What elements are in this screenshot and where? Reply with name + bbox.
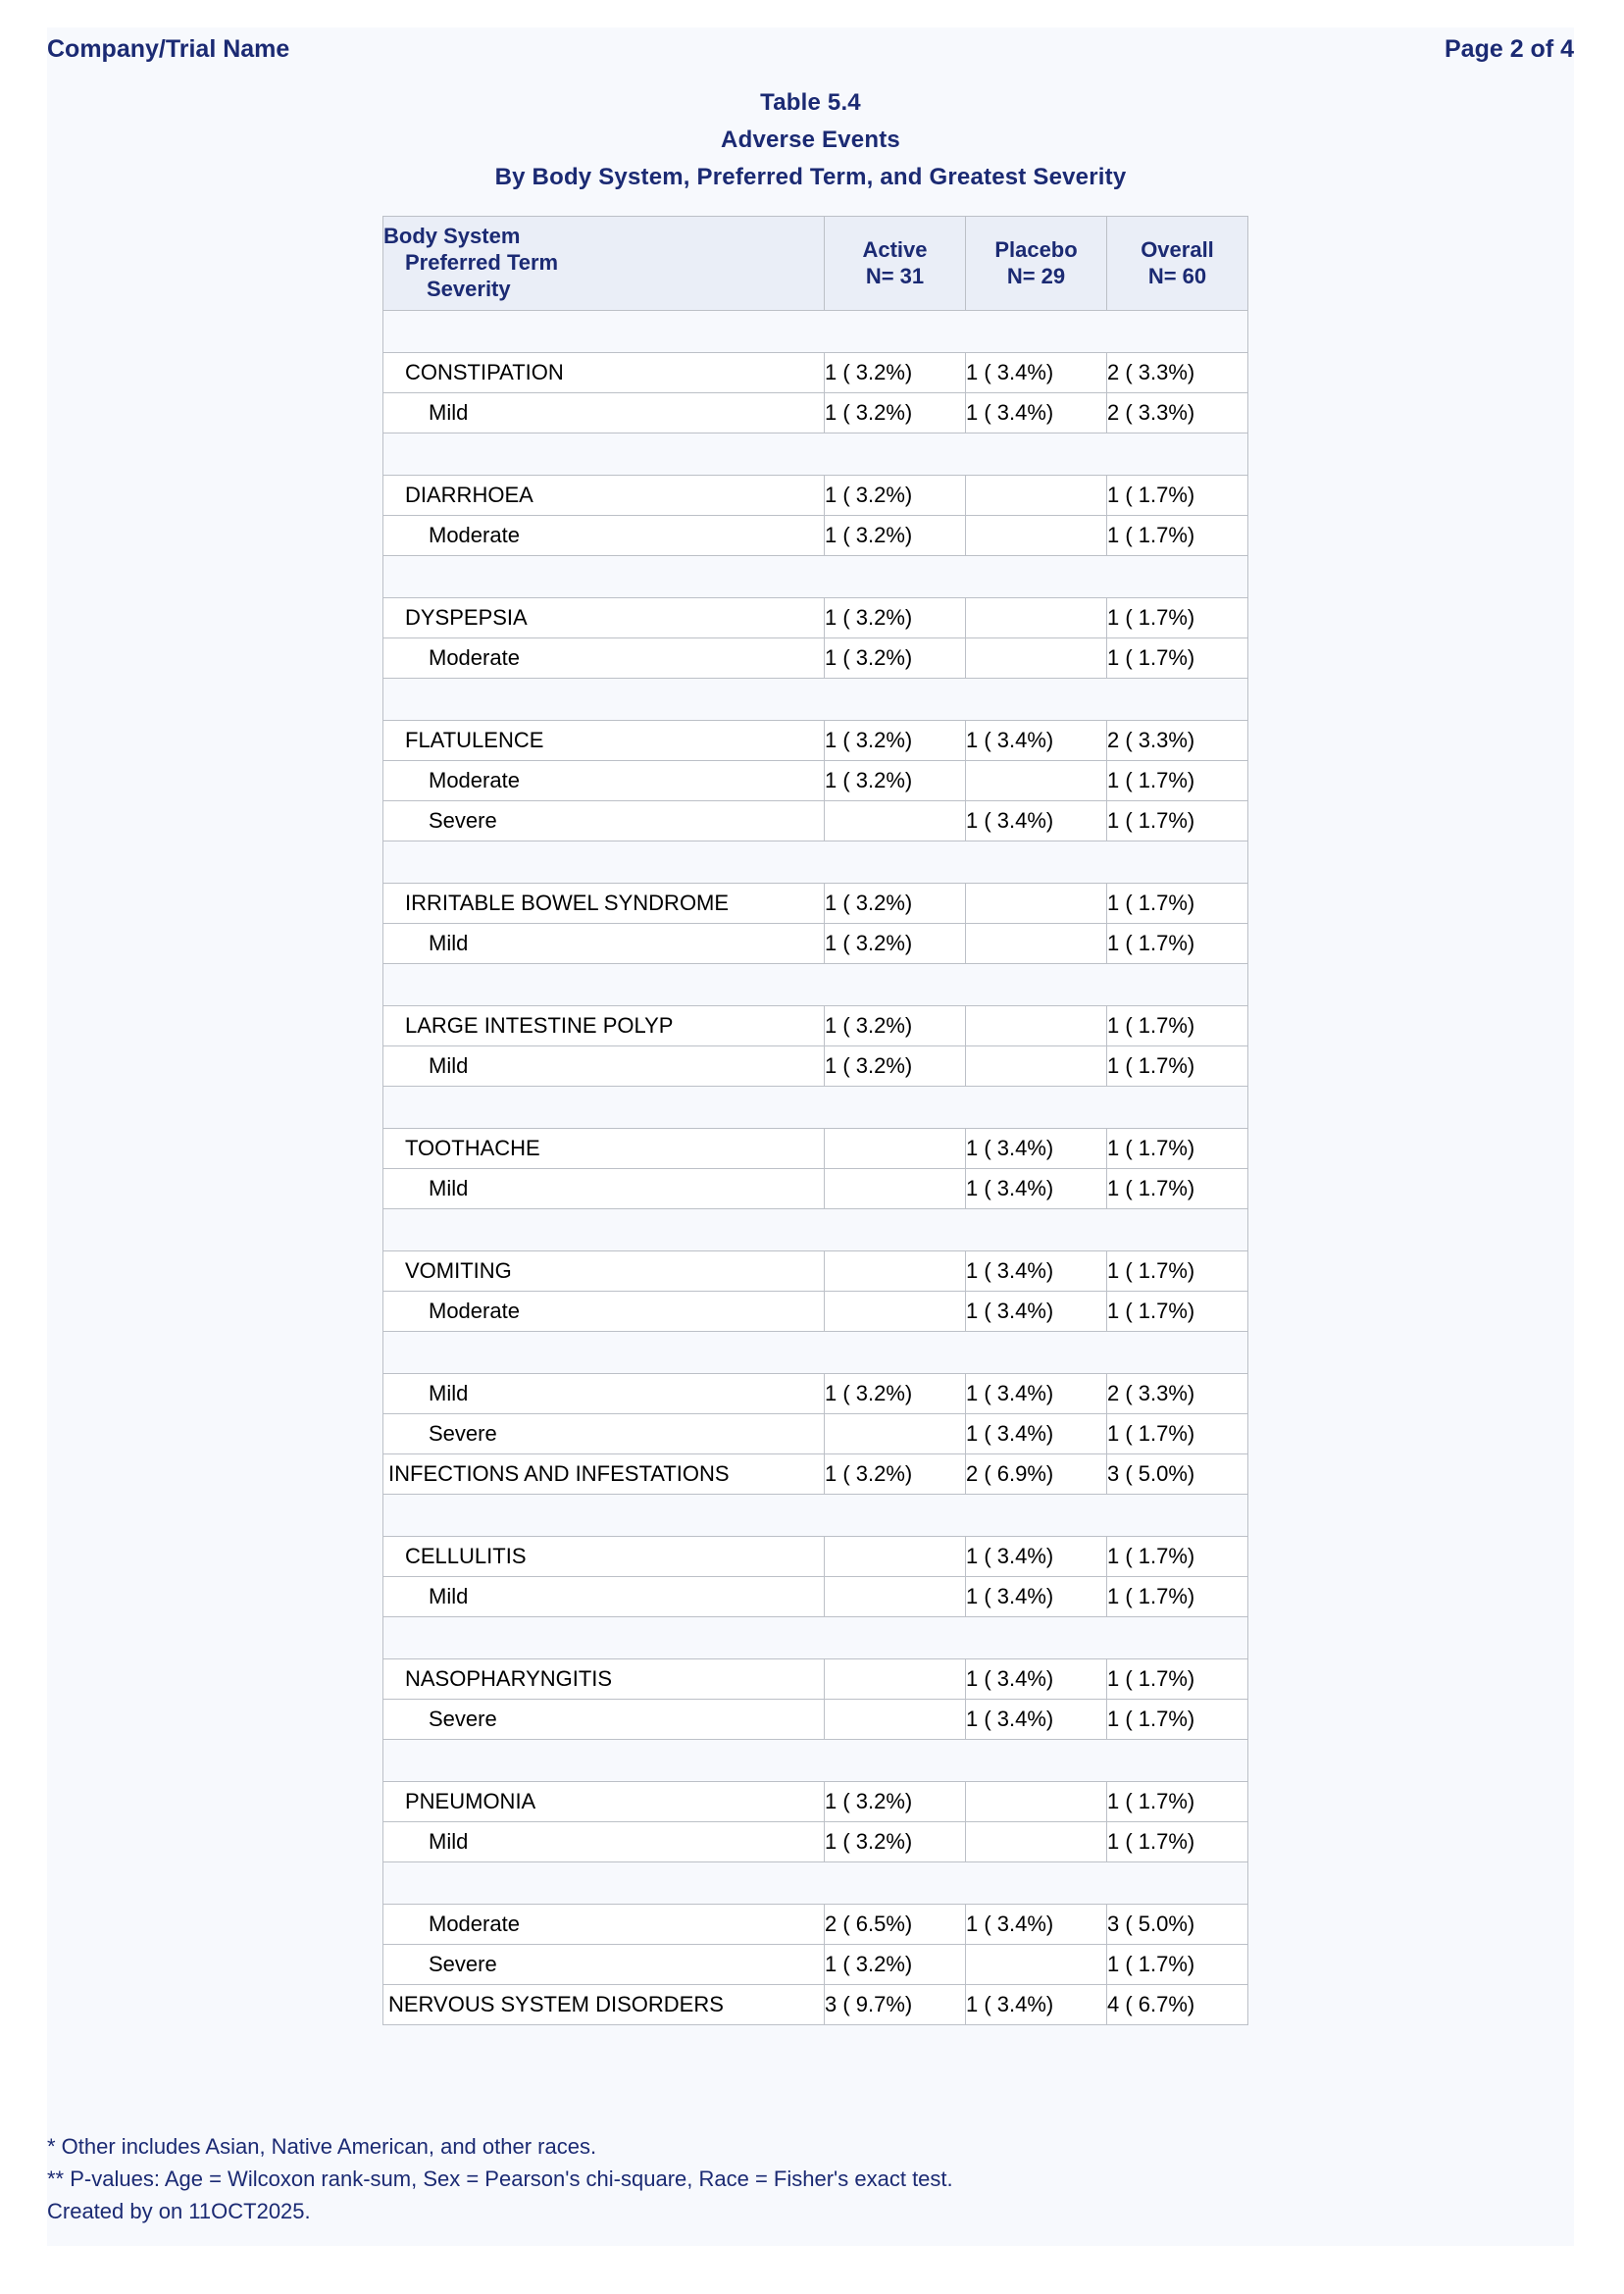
company-trial-name: Company/Trial Name (47, 35, 290, 63)
table-row (383, 598, 1248, 638)
stub-header-line-preferred-term: Preferred Term (405, 250, 559, 275)
table-cell-active (825, 1700, 966, 1740)
table-row (383, 1822, 1248, 1862)
column-header-active (825, 217, 966, 311)
column-header-placebo (966, 217, 1107, 311)
table-cell-active (825, 801, 966, 841)
table-spacer-cell (383, 1332, 1248, 1374)
table-cell-term: Mild (383, 1822, 825, 1862)
table-cell-active: 1 ( 3.2%) (825, 516, 966, 556)
table-spacer-cell (383, 1617, 1248, 1659)
table-cell-overall: 1 ( 1.7%) (1107, 1822, 1248, 1862)
column-header-overall-label: Overall (1141, 236, 1214, 262)
table-spacer-cell (383, 556, 1248, 598)
table-cell-active (825, 1414, 966, 1454)
table-cell-active: 1 ( 3.2%) (825, 353, 966, 393)
table-row (383, 1251, 1248, 1292)
table-cell-placebo (966, 598, 1107, 638)
table-spacer-row (383, 1740, 1248, 1782)
table-cell-placebo: 1 ( 3.4%) (966, 1169, 1107, 1209)
table-cell-term: LARGE INTESTINE POLYP (383, 1006, 825, 1046)
table-row (383, 1537, 1248, 1577)
table-cell-overall: 1 ( 1.7%) (1107, 1782, 1248, 1822)
table-cell-placebo: 1 ( 3.4%) (966, 1700, 1107, 1740)
table-row (383, 924, 1248, 964)
table-row (383, 1414, 1248, 1454)
table-cell-term: Severe (383, 1700, 825, 1740)
table-cell-active (825, 1292, 966, 1332)
table-cell-overall: 1 ( 1.7%) (1107, 924, 1248, 964)
table-cell-term: TOOTHACHE (383, 1129, 825, 1169)
page-canvas (47, 27, 1574, 2246)
table-cell-placebo: 1 ( 3.4%) (966, 1985, 1107, 2025)
table-row (383, 1129, 1248, 1169)
table-cell-term: DIARRHOEA (383, 476, 825, 516)
table-row (383, 1577, 1248, 1617)
table-cell-active (825, 1129, 966, 1169)
table-row (383, 1782, 1248, 1822)
table-cell-overall: 1 ( 1.7%) (1107, 1251, 1248, 1292)
table-cell-active: 1 ( 3.2%) (825, 1454, 966, 1495)
table-cell-placebo (966, 1046, 1107, 1087)
table-cell-term: INFECTIONS AND INFESTATIONS (383, 1454, 825, 1495)
footnote-line: ** P-values: Age = Wilcoxon rank-sum, Sex = Pearson's chi-square, Race = Fisher's exact test. (47, 2167, 953, 2191)
table-cell-active: 1 ( 3.2%) (825, 1822, 966, 1862)
table-spacer-row (383, 841, 1248, 884)
table-cell-term: Moderate (383, 1292, 825, 1332)
table-cell-term: Severe (383, 1945, 825, 1985)
table-cell-active: 1 ( 3.2%) (825, 598, 966, 638)
table-cell-active: 1 ( 3.2%) (825, 476, 966, 516)
table-row (383, 1006, 1248, 1046)
table-spacer-row (383, 964, 1248, 1006)
table-spacer-cell (383, 964, 1248, 1006)
table-spacer-cell (383, 679, 1248, 721)
table-row (383, 721, 1248, 761)
table-cell-overall: 1 ( 1.7%) (1107, 476, 1248, 516)
table-cell-term: PNEUMONIA (383, 1782, 825, 1822)
table-cell-overall: 1 ( 1.7%) (1107, 1046, 1248, 1087)
running-head (47, 35, 1574, 75)
table-cell-placebo: 1 ( 3.4%) (966, 1905, 1107, 1945)
table-cell-overall: 1 ( 1.7%) (1107, 801, 1248, 841)
table-subtitle: By Body System, Preferred Term, and Greatest Severity (494, 164, 1127, 190)
column-header-placebo-n: N= 29 (1006, 263, 1066, 288)
table-cell-placebo: 1 ( 3.4%) (966, 1129, 1107, 1169)
table-spacer-cell (383, 1495, 1248, 1537)
table-cell-overall: 1 ( 1.7%) (1107, 516, 1248, 556)
table-cell-placebo (966, 1006, 1107, 1046)
table-cell-active (825, 1251, 966, 1292)
table-spacer-row (383, 433, 1248, 476)
table-cell-active: 1 ( 3.2%) (825, 884, 966, 924)
table-cell-term: Moderate (383, 761, 825, 801)
table-row (383, 476, 1248, 516)
table-cell-overall: 1 ( 1.7%) (1107, 1577, 1248, 1617)
table-spacer-row (383, 311, 1248, 353)
table-header-row (383, 217, 1248, 311)
table-cell-term: Mild (383, 393, 825, 433)
table-row (383, 1659, 1248, 1700)
table-cell-overall: 1 ( 1.7%) (1107, 638, 1248, 679)
table-cell-term: Mild (383, 1374, 825, 1414)
table-row (383, 1700, 1248, 1740)
table-spacer-cell (383, 1862, 1248, 1905)
table-cell-placebo: 1 ( 3.4%) (966, 1659, 1107, 1700)
table-spacer-cell (383, 1087, 1248, 1129)
table-cell-placebo: 1 ( 3.4%) (966, 721, 1107, 761)
table-cell-overall: 2 ( 3.3%) (1107, 1374, 1248, 1414)
table-cell-overall: 1 ( 1.7%) (1107, 598, 1248, 638)
table-spacer-cell (383, 1209, 1248, 1251)
table-cell-active: 1 ( 3.2%) (825, 393, 966, 433)
table-cell-overall: 1 ( 1.7%) (1107, 1537, 1248, 1577)
table-cell-term: Severe (383, 801, 825, 841)
table-number: Table 5.4 (760, 89, 861, 116)
table-cell-term: Mild (383, 1169, 825, 1209)
adverse-events-table (382, 216, 1248, 2025)
table-cell-overall: 1 ( 1.7%) (1107, 1129, 1248, 1169)
page-number: Page 2 of 4 (1445, 35, 1574, 63)
table-cell-overall: 1 ( 1.7%) (1107, 1945, 1248, 1985)
column-header-overall (1107, 217, 1248, 311)
table-title: Adverse Events (721, 127, 900, 153)
table-cell-active (825, 1169, 966, 1209)
table-spacer-cell (383, 433, 1248, 476)
table-row (383, 516, 1248, 556)
table-spacer-row (383, 679, 1248, 721)
table-spacer-row (383, 1495, 1248, 1537)
table-cell-placebo: 1 ( 3.4%) (966, 353, 1107, 393)
column-header-overall-n: N= 60 (1147, 263, 1207, 288)
table-cell-placebo: 1 ( 3.4%) (966, 1537, 1107, 1577)
table-spacer-row (383, 1862, 1248, 1905)
table-cell-active: 1 ( 3.2%) (825, 1782, 966, 1822)
column-header-active-label: Active (862, 236, 928, 262)
table-cell-placebo: 1 ( 3.4%) (966, 1251, 1107, 1292)
table-header (383, 217, 1248, 311)
table-row (383, 1985, 1248, 2025)
table-cell-active: 3 ( 9.7%) (825, 1985, 966, 2025)
table-cell-active: 1 ( 3.2%) (825, 924, 966, 964)
table-cell-placebo (966, 516, 1107, 556)
table-row (383, 1292, 1248, 1332)
table-row (383, 761, 1248, 801)
table-cell-placebo (966, 761, 1107, 801)
table-cell-term: IRRITABLE BOWEL SYNDROME (383, 884, 825, 924)
table-cell-placebo (966, 638, 1107, 679)
table-cell-term: NERVOUS SYSTEM DISORDERS (383, 1985, 825, 2025)
table-cell-active: 1 ( 3.2%) (825, 761, 966, 801)
table-spacer-row (383, 1087, 1248, 1129)
table-cell-active (825, 1577, 966, 1617)
table-cell-placebo: 1 ( 3.4%) (966, 1414, 1107, 1454)
table-cell-term: Severe (383, 1414, 825, 1454)
table-row (383, 638, 1248, 679)
table-cell-active: 1 ( 3.2%) (825, 1374, 966, 1414)
table-spacer-cell (383, 311, 1248, 353)
table-spacer-row (383, 1332, 1248, 1374)
table-cell-placebo: 1 ( 3.4%) (966, 801, 1107, 841)
table-row (383, 353, 1248, 393)
table-spacer-cell (383, 841, 1248, 884)
table-row (383, 801, 1248, 841)
table-cell-overall: 1 ( 1.7%) (1107, 1169, 1248, 1209)
table-cell-active: 1 ( 3.2%) (825, 1046, 966, 1087)
table-cell-overall: 1 ( 1.7%) (1107, 884, 1248, 924)
column-header-active-n: N= 31 (865, 263, 925, 288)
table-cell-term: Moderate (383, 516, 825, 556)
footnote-line: * Other includes Asian, Native American, and other races. (47, 2134, 597, 2159)
table-cell-overall: 1 ( 1.7%) (1107, 1659, 1248, 1700)
table-cell-active (825, 1659, 966, 1700)
table-cell-active: 1 ( 3.2%) (825, 638, 966, 679)
table-row (383, 1905, 1248, 1945)
table-cell-term: CONSTIPATION (383, 353, 825, 393)
table-row (383, 1945, 1248, 1985)
table-cell-placebo (966, 1782, 1107, 1822)
table-cell-active (825, 1537, 966, 1577)
table-cell-term: DYSPEPSIA (383, 598, 825, 638)
column-header-placebo-label: Placebo (994, 236, 1078, 262)
table-cell-term: NASOPHARYNGITIS (383, 1659, 825, 1700)
table-row (383, 1374, 1248, 1414)
table-cell-overall: 2 ( 3.3%) (1107, 721, 1248, 761)
table-cell-active: 1 ( 3.2%) (825, 1945, 966, 1985)
table-cell-overall: 4 ( 6.7%) (1107, 1985, 1248, 2025)
table-row (383, 393, 1248, 433)
table-cell-placebo: 1 ( 3.4%) (966, 393, 1107, 433)
table-spacer-row (383, 556, 1248, 598)
table-cell-overall: 2 ( 3.3%) (1107, 353, 1248, 393)
table-spacer-cell (383, 1740, 1248, 1782)
footnote-line: Created by on 11OCT2025. (47, 2199, 311, 2223)
table-cell-term: Mild (383, 1046, 825, 1087)
table-cell-placebo (966, 1945, 1107, 1985)
table-cell-overall: 2 ( 3.3%) (1107, 393, 1248, 433)
table-cell-term: FLATULENCE (383, 721, 825, 761)
table-cell-placebo: 2 ( 6.9%) (966, 1454, 1107, 1495)
stub-header-line-severity: Severity (427, 277, 511, 301)
table-row (383, 884, 1248, 924)
table-cell-active: 1 ( 3.2%) (825, 721, 966, 761)
table-cell-overall: 1 ( 1.7%) (1107, 1700, 1248, 1740)
table-cell-overall: 3 ( 5.0%) (1107, 1905, 1248, 1945)
table-cell-placebo: 1 ( 3.4%) (966, 1292, 1107, 1332)
table-cell-active: 1 ( 3.2%) (825, 1006, 966, 1046)
table-cell-term: Moderate (383, 638, 825, 679)
footnotes (47, 2130, 1322, 2227)
table-cell-placebo (966, 924, 1107, 964)
stub-header-line-body-system: Body System (383, 224, 521, 248)
table-cell-placebo (966, 1822, 1107, 1862)
adverse-events-table-wrap (382, 216, 1247, 2025)
table-cell-placebo: 1 ( 3.4%) (966, 1374, 1107, 1414)
table-row (383, 1046, 1248, 1087)
table-cell-overall: 1 ( 1.7%) (1107, 1006, 1248, 1046)
table-cell-term: Moderate (383, 1905, 825, 1945)
table-spacer-row (383, 1209, 1248, 1251)
table-cell-term: CELLULITIS (383, 1537, 825, 1577)
table-cell-term: Mild (383, 924, 825, 964)
table-cell-overall: 1 ( 1.7%) (1107, 761, 1248, 801)
table-cell-placebo (966, 884, 1107, 924)
table-cell-placebo (966, 476, 1107, 516)
table-cell-overall: 3 ( 5.0%) (1107, 1454, 1248, 1495)
stub-header-cell (383, 217, 825, 311)
table-cell-overall: 1 ( 1.7%) (1107, 1292, 1248, 1332)
table-cell-placebo: 1 ( 3.4%) (966, 1577, 1107, 1617)
title-block (47, 84, 1574, 196)
table-spacer-row (383, 1617, 1248, 1659)
table-cell-term: VOMITING (383, 1251, 825, 1292)
table-row (383, 1454, 1248, 1495)
table-body (383, 311, 1248, 2025)
table-row (383, 1169, 1248, 1209)
table-cell-term: Mild (383, 1577, 825, 1617)
table-cell-overall: 1 ( 1.7%) (1107, 1414, 1248, 1454)
table-cell-active: 2 ( 6.5%) (825, 1905, 966, 1945)
